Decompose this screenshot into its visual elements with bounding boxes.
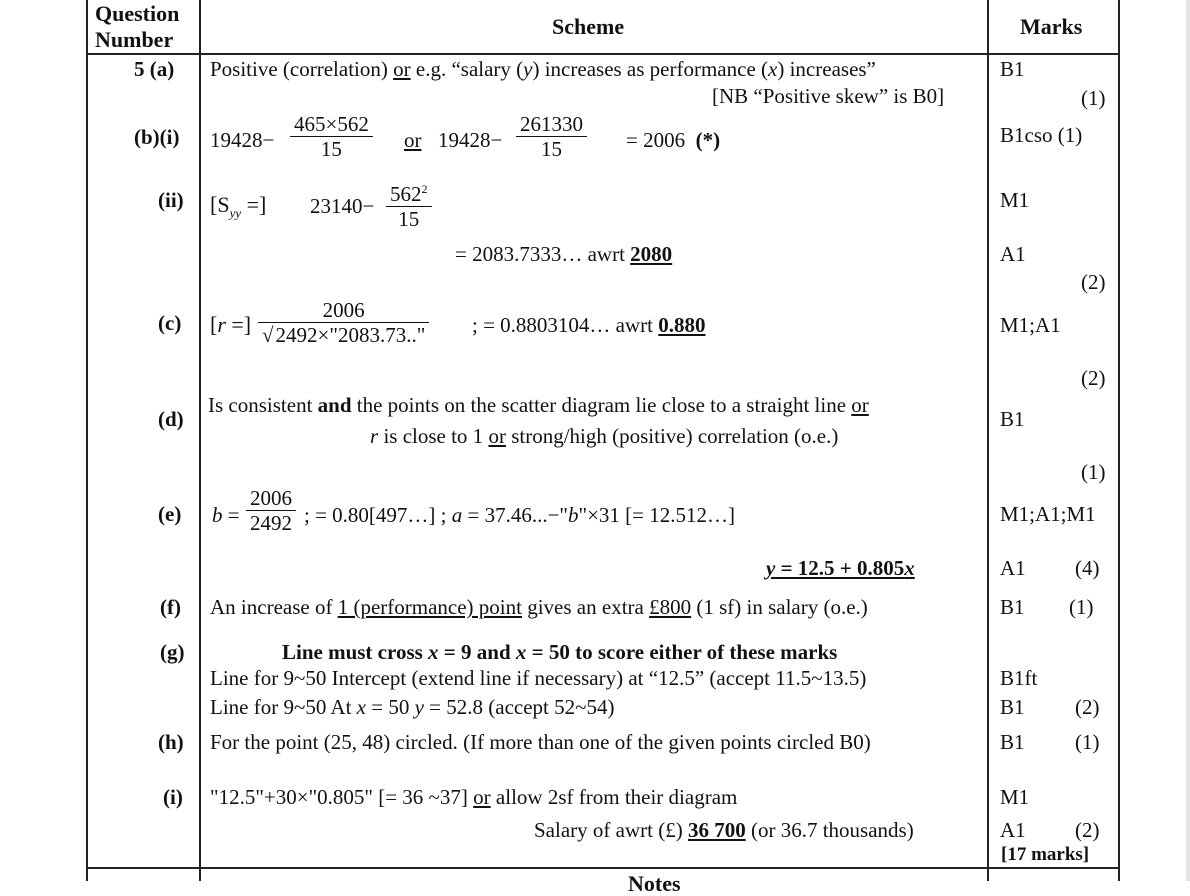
qd-total: (1) [1081,460,1106,484]
header-scheme: Scheme [552,14,625,39]
column-divider-marks [987,0,989,881]
qc-result: ; = 0.8803104… awrt 0.880 [472,313,706,337]
q5a-total: (1) [1081,86,1106,110]
qbii-lead: 23140− [310,194,375,218]
qi-mark2: A1 [1000,818,1026,842]
qi-mark1: M1 [1000,785,1030,809]
qe-mark2: A1 [1000,556,1026,580]
qf-text: An increase of 1 (performance) point gives an extra £800 (1 sf) in salary (o.e.) [210,595,868,619]
qbi-fraction1: $\frac{465\times 562}{15}$ [290,112,373,161]
qg-line1: Line for 9~50 Intercept (extend line if necessary) at “12.5” (accept 11.5~13.5) [210,666,867,690]
qf-mark: B1 [1000,595,1025,619]
q5a-nb: [NB “Positive skew” is B0] [712,84,945,108]
qbi-or: or [404,128,422,152]
qh-mark: B1 [1000,730,1025,754]
qbi-fraction2: $\frac{261330}{15}$ [516,112,587,161]
qg-line2: Line for 9~50 At x = 50 y = 52.8 (accept 52~54) [210,695,615,719]
qe-total: (4) [1075,556,1100,580]
qd-line2: r is close to 1 or strong/high (positive) correlation (o.e.) [370,424,839,448]
qe-mark: M1;A1;M1 [1000,502,1096,526]
qbii-fraction: $\frac{562^2}{15}$ [386,177,432,231]
qd-number: (d) [158,407,184,431]
qbii-mark1: M1 [1000,188,1030,212]
header-question: Question [95,1,180,26]
qbii-mark2: A1 [1000,242,1026,266]
qi-line1: "12.5"+30×"0.805" [= 36 ~37] or allow 2sf from their diagram [210,785,738,809]
qbii-number: (ii) [158,188,184,212]
qg-total: (2) [1075,695,1100,719]
qc-total: (2) [1081,366,1106,390]
qi-grand-total: [17 marks] [1001,844,1090,865]
qg-number: (g) [160,640,185,664]
qc-mark: M1;A1 [1000,313,1061,337]
notes-heading: Notes [628,871,681,896]
qg-heading: Line must cross x = 9 and x = 50 to score either of these marks [282,640,838,664]
qbii-total: (2) [1081,270,1106,294]
page-edge [1186,0,1190,881]
qh-number: (h) [158,730,184,754]
qe-fraction: $\frac{2006}{2492}$ [246,486,296,535]
qi-total: (2) [1075,818,1100,842]
qbi-result: = 2006 (*) [626,128,721,152]
qbi-number: (b)(i) [134,125,180,149]
qbi-lead2: 19428− [438,128,503,152]
q5a-mark: B1 [1000,57,1025,81]
qbi-mark: B1cso (1) [1000,123,1083,147]
qc-fraction: $\frac{2006}{√2492\times"2083.73.."}$ [258,298,429,347]
header-number: Number [95,27,174,52]
qe-b: b = [212,503,240,527]
qf-number: (f) [160,595,181,619]
footer-divider [86,867,1120,869]
header-divider [86,53,1120,55]
column-divider-number [199,0,201,881]
qh-text: For the point (25, 48) circled. (If more than one of the given points circled B0) [210,730,871,754]
q5a-number: 5 (a) [134,57,175,81]
qi-line2: Salary of awrt (£) 36 700 (or 36.7 thousands) [534,818,914,842]
qe-rest: ; = 0.80[497…] ; a = 37.46...−"b"×31 [= 12.512…] [304,503,736,527]
qc-r: [r =] [210,312,252,337]
qe-final: y = 12.5 + 0.805x [766,556,915,580]
qe-number: (e) [158,502,182,526]
header-marks: Marks [1020,14,1083,39]
qbii-syy: [$S_{yy}$ =] [210,192,267,221]
qd-mark: B1 [1000,407,1025,431]
qbi-lead1: 19428− [210,128,275,152]
q5a-text: Positive (correlation) or e.g. “salary (y) increases as performance (x) increases” [210,57,876,81]
qg-mark1: B1ft [1000,666,1038,690]
qd-line1: Is consistent and the points on the scatter diagram lie close to a straight line or [208,393,869,417]
qc-number: (c) [158,311,182,335]
qf-total: (1) [1069,595,1094,619]
qi-number: (i) [163,785,183,809]
qh-total: (1) [1075,730,1100,754]
qg-mark2: B1 [1000,695,1025,719]
qbii-result: = 2083.7333… awrt 2080 [455,242,673,266]
